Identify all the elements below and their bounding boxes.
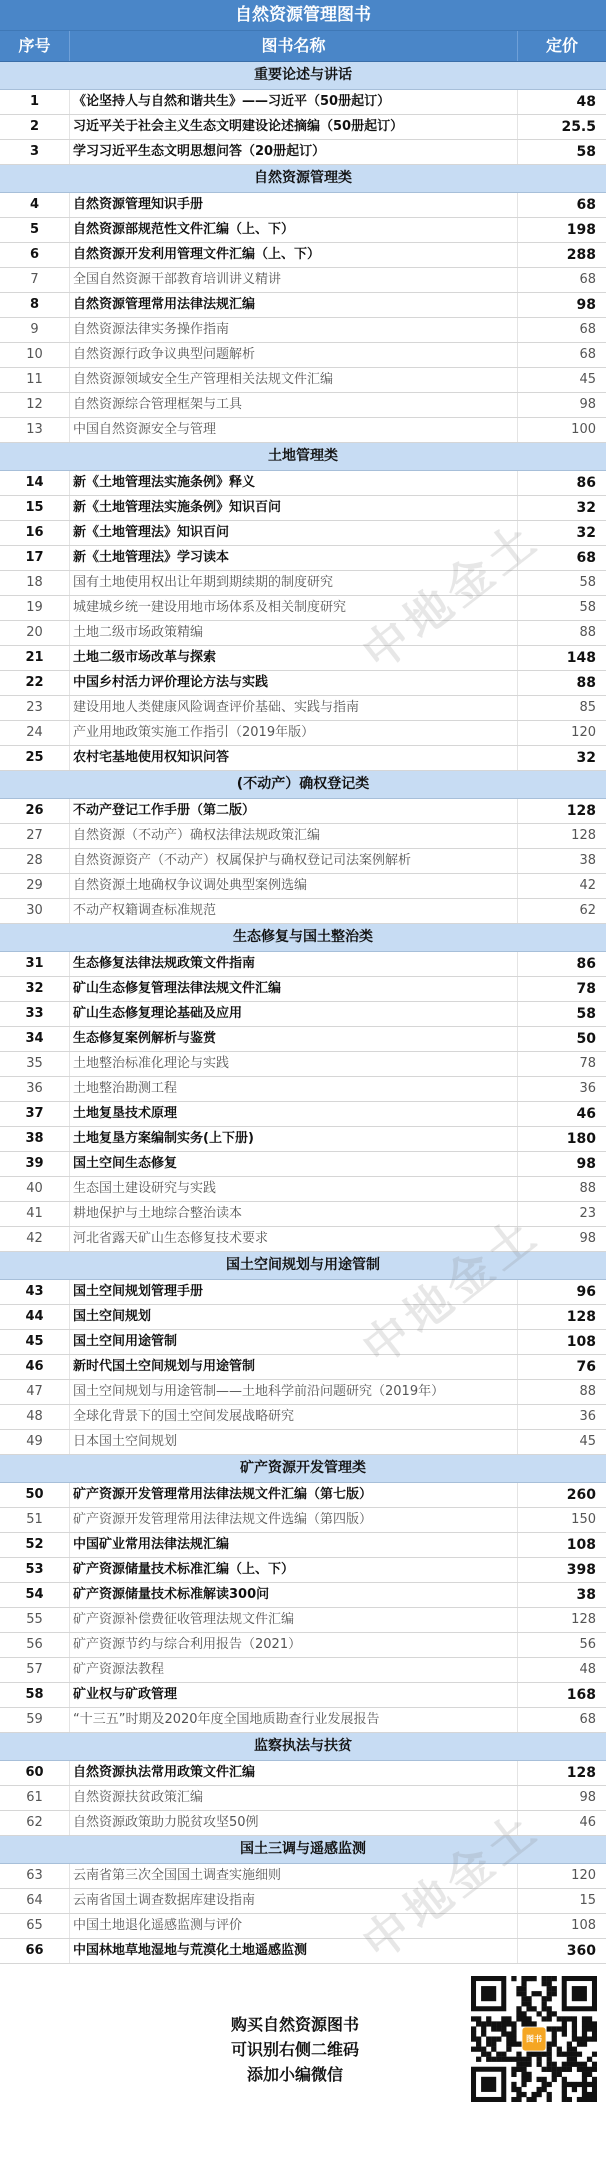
row-number: 25 xyxy=(25,750,44,765)
book-name: 自然资源土地确权争议调处典型案例选编 xyxy=(69,874,518,898)
book-name: 土地整治勘测工程 xyxy=(69,1077,518,1101)
table-row xyxy=(0,696,606,721)
row-number: 35 xyxy=(26,1056,43,1071)
table-row xyxy=(0,874,606,899)
book-price: 36 xyxy=(579,1081,596,1096)
section-header: 自然资源管理类 xyxy=(0,165,606,193)
book-price: 38 xyxy=(579,853,596,868)
table-row xyxy=(0,318,606,343)
row-number: 32 xyxy=(25,981,44,996)
book-price: 45 xyxy=(579,372,596,387)
book-price: 76 xyxy=(576,1359,596,1375)
book-price: 98 xyxy=(579,1231,596,1246)
table-row xyxy=(0,368,606,393)
row-number: 65 xyxy=(26,1918,43,1933)
table-row xyxy=(0,115,606,140)
row-number: 64 xyxy=(26,1893,43,1908)
book-name: 土地复垦方案编制实务(上下册) xyxy=(69,1127,518,1151)
book-price: 88 xyxy=(579,625,596,640)
row-number: 1 xyxy=(29,94,40,109)
row-number: 6 xyxy=(29,247,40,262)
book-name: 矿产资源法教程 xyxy=(69,1658,518,1682)
table-row xyxy=(0,621,606,646)
row-number: 9 xyxy=(30,322,39,337)
table-row xyxy=(0,1633,606,1658)
row-number: 54 xyxy=(25,1587,44,1602)
table-row xyxy=(0,1430,606,1455)
book-price: 98 xyxy=(576,1156,596,1172)
book-price: 120 xyxy=(571,1868,596,1883)
column-header-price: 定价 xyxy=(545,36,578,55)
book-price: 32 xyxy=(576,500,596,516)
book-name: 自然资源执法常用政策文件汇编 xyxy=(69,1761,518,1785)
book-name: 产业用地政策实施工作指引（2019年版） xyxy=(69,721,518,745)
book-price: 23 xyxy=(579,1206,596,1221)
book-name: 新时代国土空间规划与用途管制 xyxy=(69,1355,518,1379)
table-row xyxy=(0,1508,606,1533)
row-number: 11 xyxy=(26,372,43,387)
book-price: 68 xyxy=(576,550,596,566)
book-price: 32 xyxy=(576,525,596,541)
book-price: 198 xyxy=(566,222,596,238)
row-number: 33 xyxy=(25,1006,44,1021)
footer-line: 可识别右侧二维码 xyxy=(230,2040,359,2059)
table-row xyxy=(0,293,606,318)
row-number: 23 xyxy=(26,700,43,715)
book-price: 68 xyxy=(579,272,596,287)
book-name: 农村宅基地使用权知识问答 xyxy=(69,746,518,770)
table-row xyxy=(0,1202,606,1227)
row-number: 21 xyxy=(25,650,44,665)
table-row xyxy=(0,521,606,546)
row-number: 36 xyxy=(26,1081,43,1096)
book-price: 108 xyxy=(566,1334,596,1350)
book-price: 78 xyxy=(579,1056,596,1071)
column-header-number: 序号 xyxy=(18,36,51,55)
book-name: 矿产资源补偿费征收管理法规文件汇编 xyxy=(69,1608,518,1632)
table-row xyxy=(0,1127,606,1152)
table-row xyxy=(0,952,606,977)
table-row xyxy=(0,243,606,268)
table-row xyxy=(0,1077,606,1102)
row-number: 66 xyxy=(25,1943,44,1958)
row-number: 8 xyxy=(29,297,40,312)
book-price: 128 xyxy=(571,1612,596,1627)
row-number: 16 xyxy=(25,525,44,540)
book-price: 58 xyxy=(576,144,596,160)
book-name: 《论坚持人与自然和谐共生》——习近平（50册起订） xyxy=(69,90,518,114)
book-price: 288 xyxy=(566,247,596,263)
book-price: 48 xyxy=(579,1662,596,1677)
book-price: 148 xyxy=(566,650,596,666)
book-price: 45 xyxy=(579,1434,596,1449)
column-header-row xyxy=(0,31,606,62)
book-price: 32 xyxy=(576,750,596,766)
book-price: 68 xyxy=(579,347,596,362)
table-row xyxy=(0,1483,606,1508)
book-name: 矿产资源储量技术标准汇编（上、下） xyxy=(69,1558,518,1582)
book-name: 自然资源扶贫政策汇编 xyxy=(69,1786,518,1810)
table-row xyxy=(0,140,606,165)
book-price: 38 xyxy=(576,1587,596,1603)
row-number: 42 xyxy=(26,1231,43,1246)
book-name: 矿业权与矿政管理 xyxy=(69,1683,518,1707)
book-name: 自然资源开发利用管理文件汇编（上、下） xyxy=(69,243,518,267)
book-price: 98 xyxy=(579,397,596,412)
book-price: 46 xyxy=(576,1106,596,1122)
row-number: 61 xyxy=(26,1790,43,1805)
book-price: 62 xyxy=(579,903,596,918)
book-name: 矿产资源开发管理常用法律法规文件汇编（第七版） xyxy=(69,1483,518,1507)
book-price: 128 xyxy=(571,828,596,843)
column-header-name: 图书名称 xyxy=(69,31,518,61)
book-name: 自然资源法律实务操作指南 xyxy=(69,318,518,342)
qr-code[interactable] xyxy=(471,1976,597,2102)
book-price: 88 xyxy=(579,1181,596,1196)
book-price: 86 xyxy=(576,475,596,491)
row-number: 24 xyxy=(26,725,43,740)
table-row xyxy=(0,546,606,571)
book-price: 68 xyxy=(579,322,596,337)
footer-line: 购买自然资源图书 xyxy=(230,2015,359,2034)
table-row xyxy=(0,1864,606,1889)
table-row xyxy=(0,218,606,243)
table-row xyxy=(0,849,606,874)
row-number: 37 xyxy=(25,1106,44,1121)
book-name: 矿产资源储量技术标准解读300问 xyxy=(69,1583,518,1607)
table-row xyxy=(0,90,606,115)
table-row xyxy=(0,1405,606,1430)
book-price: 108 xyxy=(566,1537,596,1553)
table-row xyxy=(0,268,606,293)
section-header: 重要论述与讲话 xyxy=(0,62,606,90)
table-row xyxy=(0,746,606,771)
table-row xyxy=(0,1177,606,1202)
row-number: 55 xyxy=(26,1612,43,1627)
row-number: 2 xyxy=(29,119,40,134)
row-number: 4 xyxy=(29,197,40,212)
row-number: 31 xyxy=(25,956,44,971)
book-name: 不动产登记工作手册（第二版） xyxy=(69,799,518,823)
section-header: (不动产）确权登记类 xyxy=(0,771,606,799)
book-name: 土地整治标准化理论与实践 xyxy=(69,1052,518,1076)
book-name: 中国自然资源安全与管理 xyxy=(69,418,518,442)
book-name: 自然资源资产（不动产）权属保护与确权登记司法案例解析 xyxy=(69,849,518,873)
row-number: 28 xyxy=(26,853,43,868)
book-name: 河北省露天矿山生态修复技术要求 xyxy=(69,1227,518,1251)
book-price: 128 xyxy=(566,803,596,819)
book-price: 96 xyxy=(576,1284,596,1300)
table-row xyxy=(0,596,606,621)
table-row xyxy=(0,1708,606,1733)
book-name: 中国矿业常用法律法规汇编 xyxy=(69,1533,518,1557)
book-name: 自然资源政策助力脱贫攻坚50例 xyxy=(69,1811,518,1835)
footer-text xyxy=(175,2012,415,2087)
row-number: 26 xyxy=(25,803,44,818)
table-row xyxy=(0,671,606,696)
table-row xyxy=(0,1761,606,1786)
table-row xyxy=(0,721,606,746)
book-price: 56 xyxy=(579,1637,596,1652)
book-name: 新《土地管理法实施条例》知识百问 xyxy=(69,496,518,520)
table-row xyxy=(0,1786,606,1811)
book-price: 150 xyxy=(571,1512,596,1527)
book-price: 58 xyxy=(579,600,596,615)
section-header: 生态修复与国土整治类 xyxy=(0,924,606,952)
book-name: 新《土地管理法实施条例》释义 xyxy=(69,471,518,495)
book-price: 48 xyxy=(576,94,596,110)
book-name: 习近平关于社会主义生态文明建设论述摘编（50册起订） xyxy=(69,115,518,139)
book-name: 土地二级市场政策精编 xyxy=(69,621,518,645)
book-price: 58 xyxy=(579,575,596,590)
book-price: 86 xyxy=(576,956,596,972)
row-number: 59 xyxy=(26,1712,43,1727)
book-name: 学习习近平生态文明思想问答（20册起订） xyxy=(69,140,518,164)
book-price: 128 xyxy=(566,1309,596,1325)
row-number: 10 xyxy=(26,347,43,362)
row-number: 57 xyxy=(26,1662,43,1677)
row-number: 19 xyxy=(26,600,43,615)
table-row xyxy=(0,471,606,496)
book-price: 120 xyxy=(571,725,596,740)
footer xyxy=(0,1964,606,2120)
table-row xyxy=(0,1330,606,1355)
table-row xyxy=(0,1227,606,1252)
table-row xyxy=(0,1811,606,1836)
row-number: 27 xyxy=(26,828,43,843)
book-price: 25.5 xyxy=(561,119,596,135)
table-row xyxy=(0,571,606,596)
table-row xyxy=(0,1558,606,1583)
row-number: 20 xyxy=(26,625,43,640)
book-name: 矿产资源开发管理常用法律法规文件选编（第四版） xyxy=(69,1508,518,1532)
row-number: 12 xyxy=(26,397,43,412)
book-name: 云南省国土调查数据库建设指南 xyxy=(69,1889,518,1913)
table-row xyxy=(0,1380,606,1405)
book-name: 自然资源行政争议典型问题解析 xyxy=(69,343,518,367)
book-name: 中国乡村活力评价理论方法与实践 xyxy=(69,671,518,695)
book-name: 中国林地草地湿地与荒漠化土地遥感监测 xyxy=(69,1939,518,1963)
table-row xyxy=(0,193,606,218)
book-name: 中国土地退化遥感监测与评价 xyxy=(69,1914,518,1938)
book-price: 68 xyxy=(576,197,596,213)
book-price: 36 xyxy=(579,1409,596,1424)
book-name: 国有土地使用权出让年期到期续期的制度研究 xyxy=(69,571,518,595)
row-number: 38 xyxy=(25,1131,44,1146)
book-name: 矿产资源节约与综合利用报告（2021） xyxy=(69,1633,518,1657)
row-number: 62 xyxy=(26,1815,43,1830)
book-price: 398 xyxy=(566,1562,596,1578)
table-row xyxy=(0,1280,606,1305)
book-name: 国土空间用途管制 xyxy=(69,1330,518,1354)
row-number: 22 xyxy=(25,675,44,690)
row-number: 18 xyxy=(26,575,43,590)
book-name: “十三五”时期及2020年度全国地质勘查行业发展报告 xyxy=(69,1708,518,1732)
row-number: 5 xyxy=(29,222,40,237)
book-price: 260 xyxy=(566,1487,596,1503)
footer-line: 添加小编微信 xyxy=(246,2065,343,2084)
table-row xyxy=(0,1683,606,1708)
table-row xyxy=(0,1052,606,1077)
row-number: 13 xyxy=(26,422,43,437)
row-number: 15 xyxy=(25,500,44,515)
book-name: 云南省第三次全国国土调查实施细则 xyxy=(69,1864,518,1888)
book-name: 全国自然资源干部教育培训讲义精讲 xyxy=(69,268,518,292)
book-name: 矿山生态修复理论基础及应用 xyxy=(69,1002,518,1026)
book-price: 15 xyxy=(579,1893,596,1908)
row-number: 58 xyxy=(25,1687,44,1702)
table-row xyxy=(0,1608,606,1633)
book-price: 88 xyxy=(576,675,596,691)
book-name: 生态修复案例解析与鉴赏 xyxy=(69,1027,518,1051)
table-row xyxy=(0,1914,606,1939)
book-price: 85 xyxy=(579,700,596,715)
table-row xyxy=(0,1583,606,1608)
book-name: 生态修复法律法规政策文件指南 xyxy=(69,952,518,976)
table-row xyxy=(0,1533,606,1558)
book-name: 国土空间规划 xyxy=(69,1305,518,1329)
book-name: 建设用地人类健康风险调查评价基础、实践与指南 xyxy=(69,696,518,720)
book-price: 58 xyxy=(576,1006,596,1022)
book-price: 68 xyxy=(579,1712,596,1727)
book-name: 全球化背景下的国土空间发展战略研究 xyxy=(69,1405,518,1429)
row-number: 44 xyxy=(25,1309,44,1324)
book-price: 360 xyxy=(566,1943,596,1959)
book-name: 自然资源管理常用法律法规汇编 xyxy=(69,293,518,317)
book-price: 128 xyxy=(566,1765,596,1781)
book-name: 国土空间规划管理手册 xyxy=(69,1280,518,1304)
qr-badge-text: 图书 xyxy=(526,2034,542,2044)
book-name: 土地二级市场改革与探索 xyxy=(69,646,518,670)
section-header: 国土三调与遥感监测 xyxy=(0,1836,606,1864)
table-row xyxy=(0,1889,606,1914)
table-row xyxy=(0,1658,606,1683)
book-price: 88 xyxy=(579,1384,596,1399)
row-number: 29 xyxy=(26,878,43,893)
table-row xyxy=(0,899,606,924)
table-row xyxy=(0,1152,606,1177)
row-number: 43 xyxy=(25,1284,44,1299)
table-row xyxy=(0,799,606,824)
section-header: 国土空间规划与用途管制 xyxy=(0,1252,606,1280)
row-number: 39 xyxy=(25,1156,44,1171)
book-name: 自然资源部规范性文件汇编（上、下） xyxy=(69,218,518,242)
book-name: 日本国土空间规划 xyxy=(69,1430,518,1454)
table-row xyxy=(0,1027,606,1052)
row-number: 60 xyxy=(25,1765,44,1780)
book-name: 土地复垦技术原理 xyxy=(69,1102,518,1126)
book-name: 耕地保护与土地综合整治读本 xyxy=(69,1202,518,1226)
row-number: 14 xyxy=(25,475,44,490)
book-price: 100 xyxy=(571,422,596,437)
row-number: 51 xyxy=(26,1512,43,1527)
book-price: 98 xyxy=(576,297,596,313)
table-row xyxy=(0,418,606,443)
section-header: 监察执法与扶贫 xyxy=(0,1733,606,1761)
row-number: 7 xyxy=(30,272,39,287)
book-name: 城建城乡统一建设用地市场体系及相关制度研究 xyxy=(69,596,518,620)
row-number: 45 xyxy=(25,1334,44,1349)
book-price: 108 xyxy=(571,1918,596,1933)
table-row xyxy=(0,496,606,521)
book-name: 生态国土建设研究与实践 xyxy=(69,1177,518,1201)
book-name: 新《土地管理法》知识百问 xyxy=(69,521,518,545)
section-header: 矿产资源开发管理类 xyxy=(0,1455,606,1483)
book-price: 42 xyxy=(579,878,596,893)
row-number: 41 xyxy=(26,1206,43,1221)
book-name: 自然资源综合管理框架与工具 xyxy=(69,393,518,417)
table-body xyxy=(0,62,606,1964)
book-name: 矿山生态修复管理法律法规文件汇编 xyxy=(69,977,518,1001)
row-number: 50 xyxy=(25,1487,44,1502)
row-number: 40 xyxy=(26,1181,43,1196)
table-row xyxy=(0,824,606,849)
row-number: 30 xyxy=(26,903,43,918)
row-number: 46 xyxy=(25,1359,44,1374)
book-price: 46 xyxy=(579,1815,596,1830)
table-row xyxy=(0,1102,606,1127)
book-price: 98 xyxy=(579,1790,596,1805)
table-row xyxy=(0,1355,606,1380)
book-name: 自然资源领域安全生产管理相关法规文件汇编 xyxy=(69,368,518,392)
table-row xyxy=(0,646,606,671)
row-number: 17 xyxy=(25,550,44,565)
table-row xyxy=(0,1939,606,1964)
row-number: 49 xyxy=(26,1434,43,1449)
book-price: 180 xyxy=(566,1131,596,1147)
row-number: 48 xyxy=(26,1409,43,1424)
row-number: 34 xyxy=(25,1031,44,1046)
row-number: 56 xyxy=(26,1637,43,1652)
book-name: 自然资源（不动产）确权法律法规政策汇编 xyxy=(69,824,518,848)
book-name: 新《土地管理法》学习读本 xyxy=(69,546,518,570)
table-row xyxy=(0,393,606,418)
row-number: 53 xyxy=(25,1562,44,1577)
page-title: 自然资源管理图书 xyxy=(0,0,606,31)
row-number: 63 xyxy=(26,1868,43,1883)
row-number: 3 xyxy=(29,144,40,159)
book-name: 不动产权籍调查标准规范 xyxy=(69,899,518,923)
table-row xyxy=(0,977,606,1002)
section-header: 土地管理类 xyxy=(0,443,606,471)
table-row xyxy=(0,1305,606,1330)
table-row xyxy=(0,343,606,368)
book-name: 自然资源管理知识手册 xyxy=(69,193,518,217)
book-name: 国土空间生态修复 xyxy=(69,1152,518,1176)
book-price: 50 xyxy=(576,1031,596,1047)
book-price: 78 xyxy=(576,981,596,997)
book-price: 168 xyxy=(566,1687,596,1703)
table-row xyxy=(0,1002,606,1027)
book-name: 国土空间规划与用途管制——土地科学前沿问题研究（2019年） xyxy=(69,1380,518,1404)
row-number: 52 xyxy=(25,1537,44,1552)
row-number: 47 xyxy=(26,1384,43,1399)
